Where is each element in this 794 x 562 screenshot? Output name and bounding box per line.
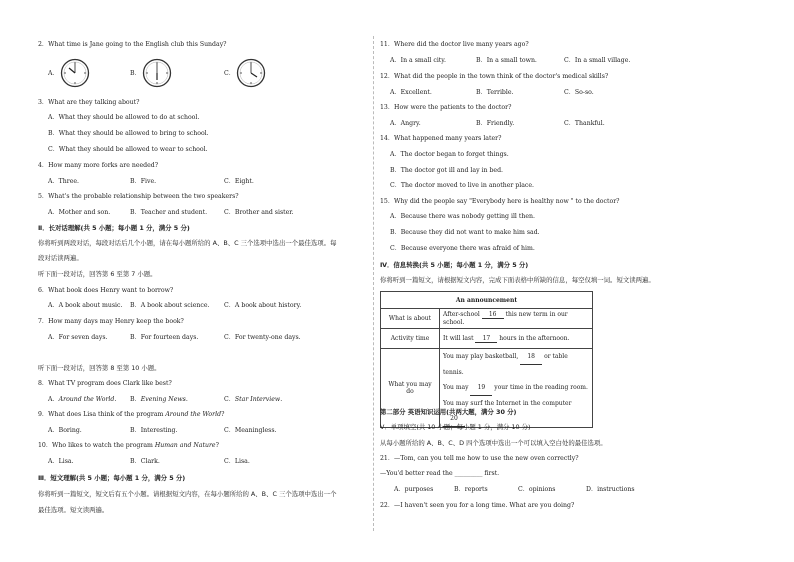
blank-17[interactable]: 17 <box>475 335 497 343</box>
part-2-title: 第二部分 英语知识运用(共两大题，满分 30 分) <box>380 408 517 416</box>
right-column <box>380 0 710 562</box>
q7-text: 7．How many days may Henry keep the book? <box>38 318 184 325</box>
table-cell-do: You may play basketball, 18 or table tennis. You may 19 your time in the reading room. You may surf the Internet in the computer 20 <box>440 349 593 428</box>
table-row-label-about: What is about <box>381 309 440 329</box>
q6-option-b: B．A book about science. <box>130 302 210 309</box>
q10-option-a: A．Lisa. <box>48 458 74 465</box>
q9-option-b: B．Interesting. <box>130 427 178 434</box>
q21-option-d: D．instructions <box>586 486 635 493</box>
q5-option-c: C．Brother and sister. <box>224 209 294 216</box>
q6-option-c: C．A book about history. <box>224 302 302 309</box>
q15-option-c: C．Because everyone there was afraid of him. <box>390 245 535 252</box>
q21-option-c: C．opinions <box>518 486 556 493</box>
q15-option-a: A．Because there was nobody getting ill then. <box>390 213 535 220</box>
q10-option-b: B．Clark. <box>130 458 160 465</box>
q12-option-b: B．Terrible. <box>476 89 514 96</box>
table-row-label-do: What you may do <box>381 349 440 428</box>
blank-18[interactable]: 18 <box>520 349 542 365</box>
clock-c-icon <box>236 58 266 88</box>
q5-text: 5．What's the probable relationship between the two speakers? <box>38 193 239 200</box>
q6-option-a: A．A book about music. <box>48 302 123 309</box>
clock-a-icon <box>60 58 90 88</box>
column-divider <box>373 36 374 531</box>
q13-option-a: A．Angry. <box>390 120 421 127</box>
q13-option-b: B．Friendly. <box>476 120 515 127</box>
q6-text: 6．What book does Henry want to borrow? <box>38 287 174 294</box>
q14-option-b: B．The doctor got ill and lay in bed. <box>390 167 504 174</box>
q14-option-a: A．The doctor began to forget things. <box>390 151 509 158</box>
q8-option-c: C．Star Interview. <box>224 396 283 403</box>
q21-line2: —You'd better read the _________ first. <box>380 470 500 477</box>
section-5-instructions: 从每小题所给的 A、B、C、D 四个选项中选出一个可以填入空白处的最佳选项。 <box>380 439 607 447</box>
q3-text: 3．What are they talking about? <box>38 99 140 106</box>
blank-20[interactable]: 20 <box>443 411 465 427</box>
table-title: An announcement <box>381 292 593 309</box>
table-cell-time: It will last 17 hours in the afternoon. <box>440 329 593 349</box>
q3-option-c: C．What they should be allowed to wear to school. <box>48 146 208 153</box>
q12-option-a: A．Excellent. <box>390 89 432 96</box>
q2-option-a: A． <box>48 70 59 77</box>
section-3-title: Ⅲ．短文理解(共 5 小题；每小题 1 分，满分 5 分) <box>38 474 186 482</box>
q12-option-c: C．So-so. <box>564 89 594 96</box>
q11-option-c: C．In a small village. <box>564 57 631 64</box>
blank-19[interactable]: 19 <box>470 380 492 396</box>
q4-option-b: B．Five. <box>130 178 157 185</box>
q4-text: 4．How many more forks are needed? <box>38 162 159 169</box>
q21-line1: 21．—Tom, can you tell me how to use the new oven correctly? <box>380 455 579 462</box>
q5-option-a: A．Mother and son. <box>48 209 111 216</box>
q13-option-c: C．Thankful. <box>564 120 605 127</box>
q8-option-a: A．Around the World. <box>48 396 117 403</box>
q22-text: 22．—I haven't seen you for a long time. What are you doing? <box>380 502 575 509</box>
clock-b-icon <box>142 58 172 88</box>
left-column <box>38 0 368 562</box>
dialogue-2-intro: 听下面一段对话，回答第 8 至第 10 小题。 <box>38 364 161 372</box>
q5-option-b: B．Teacher and student. <box>130 209 208 216</box>
q13-text: 13．How were the patients to the doctor? <box>380 104 512 111</box>
q7-option-b: B．For fourteen days. <box>130 334 199 341</box>
q11-option-a: A．In a small city. <box>390 57 446 64</box>
q10-option-c: C．Lisa. <box>224 458 250 465</box>
q7-option-a: A．For seven days. <box>48 334 108 341</box>
q21-option-a: A．purposes <box>394 486 434 493</box>
table-row-label-time: Activity time <box>381 329 440 349</box>
section-2-intro: 听下面一段对话，回答第 6 至第 7 小题。 <box>38 270 157 278</box>
q15-text: 15．Why did the people say "Everybody here is healthy now " to the doctor? <box>380 198 620 205</box>
q2-option-b: B． <box>130 70 141 77</box>
q2-text: 2．What time is Jane going to the English club this Sunday? <box>38 41 227 48</box>
q9-option-c: C．Meaningless. <box>224 427 277 434</box>
q12-text: 12．What did the people in the town think of the doctor's medical skills? <box>380 73 609 80</box>
q11-option-b: B．In a small town. <box>476 57 537 64</box>
q8-option-b: B．Evening News. <box>130 396 188 403</box>
q8-text: 8．What TV program does Clark like best? <box>38 380 172 387</box>
q2-option-c: C． <box>224 70 235 77</box>
q14-text: 14．What happened many years later? <box>380 135 502 142</box>
q7-option-c: C．For twenty-one days. <box>224 334 301 341</box>
section-2-instructions-line1: 你将听到两段对话，每段对话后几个小题，请在每小题所给的 A、B、C 三个选项中选出一个最佳选项。每 <box>38 239 337 247</box>
q9-option-a: A．Boring. <box>48 427 82 434</box>
q11-text: 11．Where did the doctor live many years ago? <box>380 41 529 48</box>
q3-option-b: B．What they should be allowed to bring to school. <box>48 130 209 137</box>
section-2-instructions-line2: 段对话读两遍。 <box>38 254 83 262</box>
q9-text: 9．What does Lisa think of the program Around the World? <box>38 411 225 418</box>
section-4-title: Ⅳ．信息转换(共 5 小题；每小题 1 分，满分 5 分) <box>380 261 529 269</box>
table-cell-about: After-school 16 this new term in our school. <box>440 309 593 329</box>
q14-option-c: C．The doctor moved to live in another place. <box>390 182 534 189</box>
q21-option-b: B．reports <box>454 486 488 493</box>
q4-option-c: C．Eight. <box>224 178 254 185</box>
section-4-instructions: 你将听到一篇短文，请根据短文内容，完成下面表格中所缺的信息，每空仅填一词。短文读两遍。 <box>380 276 655 284</box>
q3-option-a: A．What they should be allowed to do at school. <box>48 114 200 121</box>
blank-16[interactable]: 16 <box>482 311 504 319</box>
section-3-instructions-line2: 最佳选项。短文读两遍。 <box>38 506 109 514</box>
section-3-instructions-line1: 你将听到一篇短文，短文后有五个小题。请根据短文内容，在每小题所给的 A、B、C 三个选项中选出一个 <box>38 490 337 498</box>
section-5-title: Ⅴ．单项填空(共 10 小题；每小题 1 分，满分 10 分) <box>380 423 531 431</box>
q10-text: 10．Who likes to watch the program Human and Nature? <box>38 442 219 449</box>
q4-option-a: A．Three. <box>48 178 80 185</box>
q15-option-b: B．Because they did not want to make him sad. <box>390 229 540 236</box>
section-2-title: Ⅱ．长对话理解(共 5 小题；每小题 1 分，满分 5 分) <box>38 224 190 232</box>
